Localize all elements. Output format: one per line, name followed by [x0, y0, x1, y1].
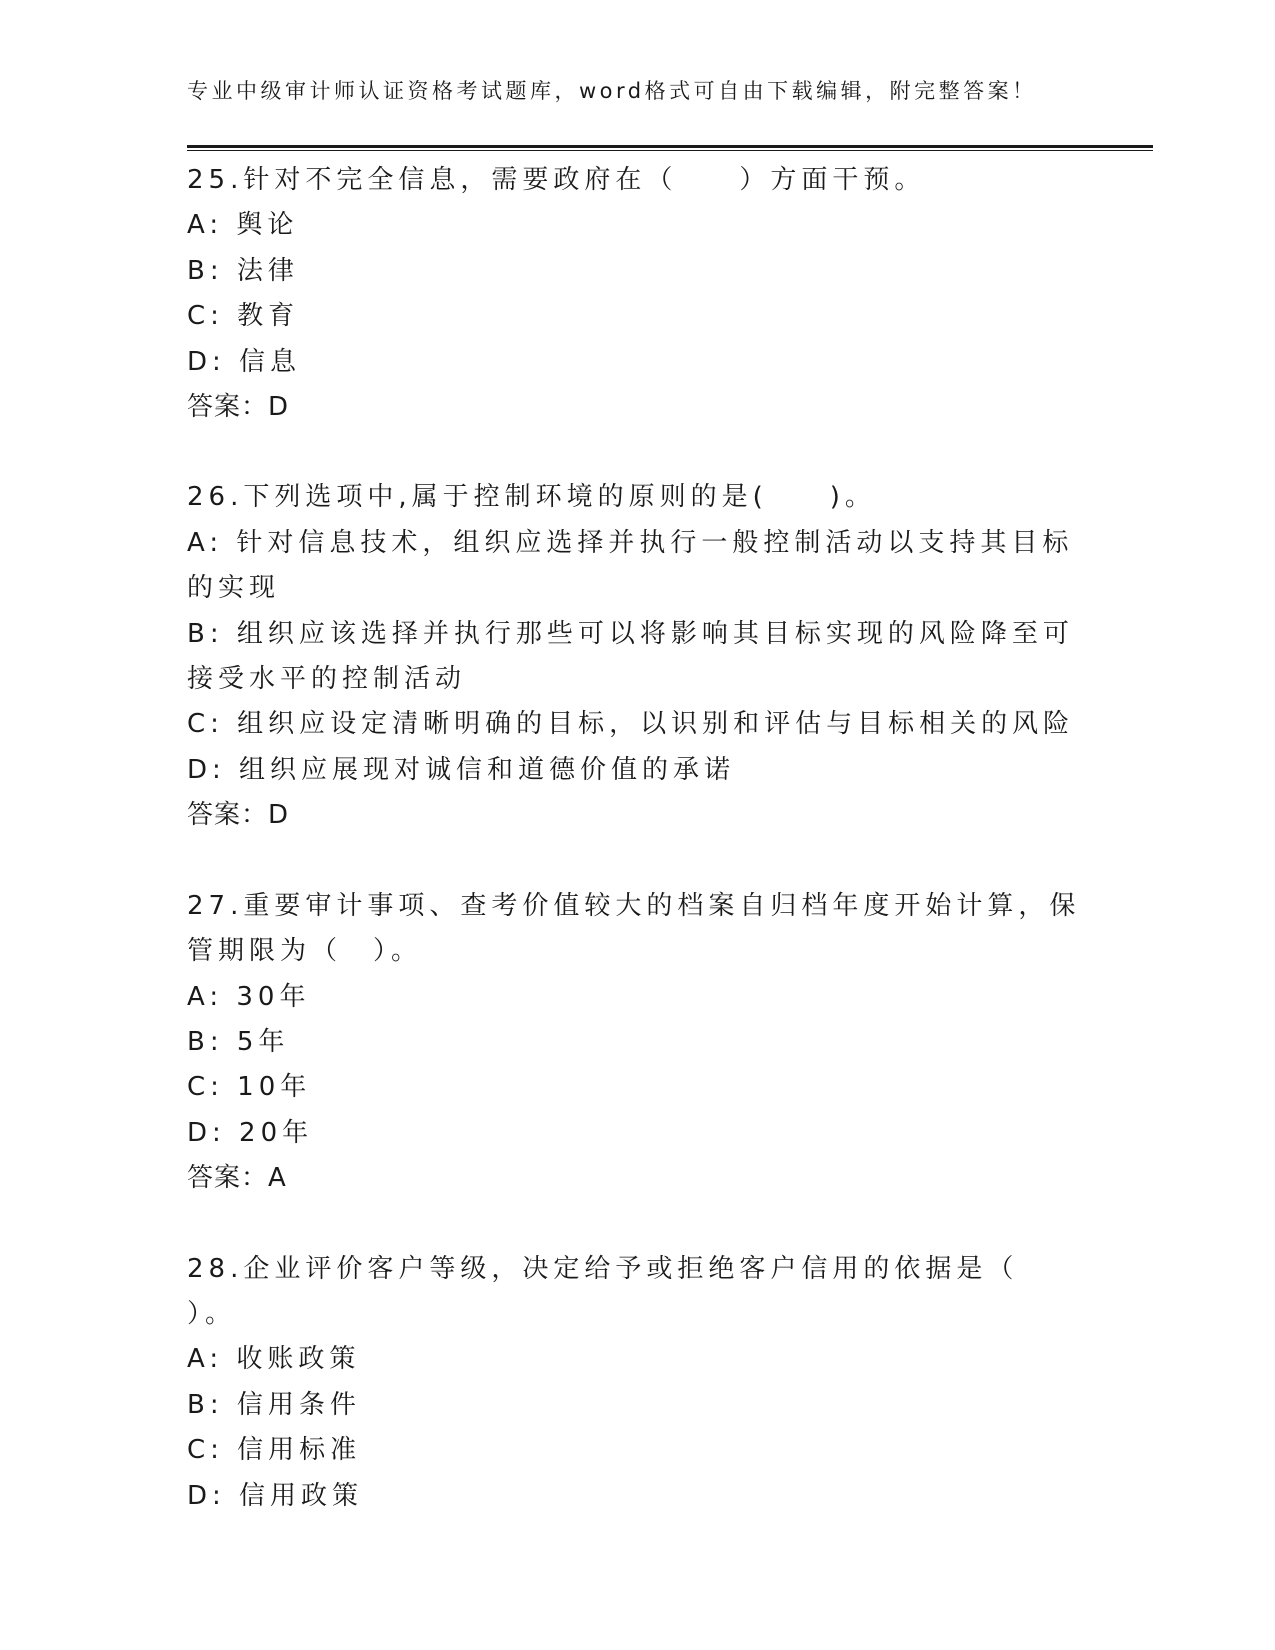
option-d: D: 20年: [187, 1117, 314, 1148]
option-d: D: 信用政策: [187, 1480, 364, 1511]
answer-line: 答案：D: [187, 392, 290, 423]
answer-line: 答案：A: [187, 1163, 287, 1194]
option-a: A: 舆论: [187, 210, 299, 241]
option-a: A: 30年: [187, 981, 311, 1012]
option-c: C: 组织应设定清晰明确的目标，以识别和评估与目标相关的风险: [187, 709, 1075, 740]
header-divider: [187, 145, 1153, 152]
option-c: C: 信用标准: [187, 1435, 362, 1466]
option-d: D: 组织应展现对诚信和道德价值的承诺: [187, 754, 736, 785]
question-stem: 27.重要审计事项、查考价值较大的档案自归档年度开始计算，保管期限为（ ）。: [187, 890, 1081, 967]
option-b: B: 5年: [187, 1026, 290, 1057]
option-d: D: 信息: [187, 346, 302, 377]
question-stem: 26.下列选项中,属于控制环境的原则的是( )。: [187, 482, 876, 513]
question-stem: 28.企业评价客户等级，决定给予或拒绝客户信用的依据是（ ）。: [187, 1253, 1081, 1329]
page-header: 专业中级审计师认证资格考试题库，word格式可自由下载编辑，附完整答案！: [187, 79, 1037, 103]
question-26: [187, 475, 1087, 838]
question-list: [187, 158, 1087, 1564]
option-a: A: 收账政策: [187, 1344, 361, 1375]
option-c: C: 教育: [187, 301, 300, 332]
option-b: B: 信用条件: [187, 1389, 361, 1420]
header-divider-thin: [187, 150, 1153, 151]
option-b: B: 法律: [187, 255, 299, 286]
question-stem: 25.针对不完全信息，需要政府在（ ）方面干预。: [187, 165, 926, 195]
option-a: A: 针对信息技术，组织应选择并执行一般控制活动以支持其目标的实现: [187, 527, 1074, 604]
question-25: [187, 158, 1087, 430]
option-b: B: 组织应该选择并执行那些可以将影响其目标实现的风险降至可接受水平的控制活动: [187, 618, 1074, 695]
question-28: [187, 1247, 1087, 1519]
question-27: [187, 884, 1087, 1202]
option-c: C: 10年: [187, 1072, 312, 1103]
header-divider-thick: [187, 145, 1153, 148]
answer-line: 答案：D: [187, 800, 290, 831]
